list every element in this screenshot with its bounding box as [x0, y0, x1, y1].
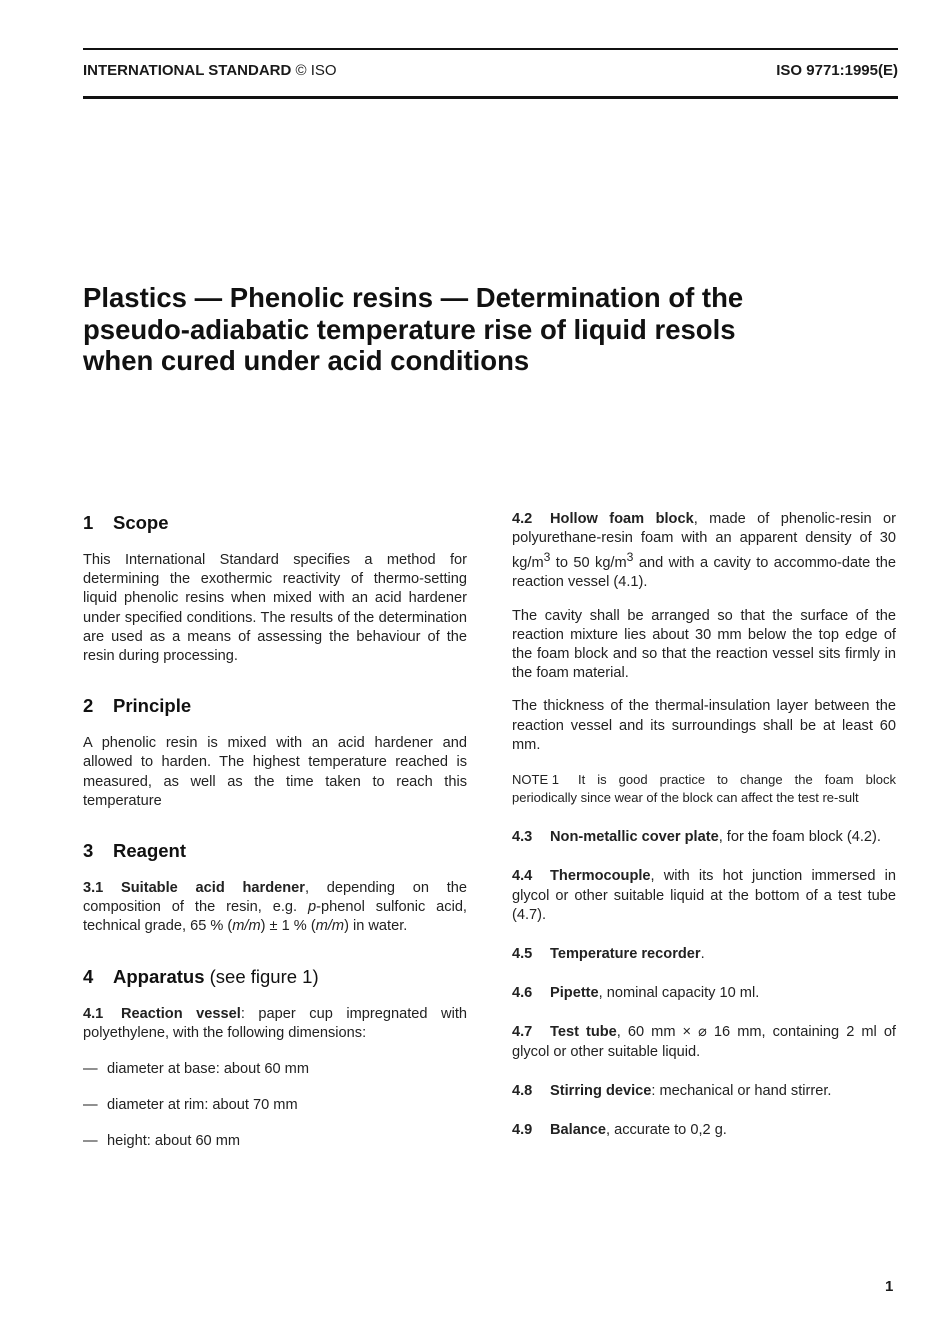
clause-italic: p — [308, 899, 317, 916]
clause-text: : mechanical or hand stirrer. — [651, 1082, 832, 1099]
clause-name: Suitable acid hardener — [121, 880, 305, 897]
clause-number: 3.1 — [83, 880, 104, 897]
clause-number: 4.4 — [512, 868, 533, 885]
note-label: NOTE 1 — [512, 772, 559, 788]
clause-text: : paper cup impregnated with polyethylene, with the following dimensions: — [83, 1005, 467, 1041]
header-left — [83, 62, 337, 79]
page-number: 1 — [885, 1278, 894, 1295]
clause-text: to 50 kg/m — [550, 555, 627, 572]
apparatus-4-1 — [83, 1005, 467, 1043]
header-standard-number: ISO 9771:1995(E) — [776, 62, 898, 79]
list-dash: — — [83, 1133, 98, 1150]
clause-text: ) in water. — [344, 918, 408, 935]
clause-name: Temperature recorder — [550, 945, 701, 962]
clause-text: , accurate to 0,2 g. — [605, 1121, 727, 1138]
list-item-text: height: about 60 mm — [107, 1133, 241, 1150]
clause-text: , nominal capacity 10 ml. — [598, 985, 760, 1002]
superscript: 3 — [543, 550, 551, 565]
note-text: It is good practice to change the foam block periodically since wear of the block can affect the test re-sult — [512, 772, 896, 805]
apparatus-4-5 — [512, 945, 896, 964]
list-item-text: diameter at rim: about 70 mm — [107, 1097, 298, 1114]
note-1 — [512, 771, 896, 806]
clause-text: , 60 mm × ⌀ 16 mm, containing 2 ml of glycol or other suitable liquid. — [512, 1024, 896, 1060]
header-standard-type: INTERNATIONAL STANDARD — [83, 62, 292, 79]
title-line-3: when cured under acid conditions — [83, 345, 530, 376]
clause-name: Pipette — [550, 985, 599, 1002]
section-title: Scope — [113, 512, 169, 533]
section-number: 2 — [83, 695, 94, 717]
clause-name: Non-metallic cover plate — [550, 829, 719, 846]
document-title — [83, 282, 883, 377]
clause-text: . — [700, 945, 705, 962]
scope-paragraph: This International Standard specifies a method for determining the exothermic reactivity of thermo-setting liquid phenolic resins when mixed with an acid hardener under specified conditions. The results of the determination are used as a means of assessing the behaviour of the resin during processing. — [83, 552, 467, 665]
apparatus-4-3 — [512, 828, 896, 847]
clause-name: Hollow foam block — [550, 511, 694, 527]
title-line-1: Plastics — Phenolic resins — Determination of the — [83, 282, 744, 313]
clause-number: 4.5 — [512, 945, 533, 962]
clause-number: 4.2 — [512, 511, 533, 527]
section-title: Apparatus — [113, 965, 205, 987]
apparatus-4-2 — [512, 510, 896, 593]
clause-name: Stirring device — [550, 1082, 652, 1099]
superscript: 3 — [626, 550, 634, 565]
list-item-text: diameter at base: about 60 mm — [107, 1061, 309, 1078]
clause-text: , with its hot junction immersed in glycol or other suitable liquid at the bottom of a test tube (4.7). — [512, 868, 896, 923]
apparatus-4-9 — [512, 1121, 896, 1140]
reagent-3-1 — [83, 879, 467, 937]
clause-number: 4.9 — [512, 1121, 533, 1138]
section-heading-apparatus — [83, 964, 467, 990]
section-title: Principle — [113, 695, 192, 717]
clause-number: 4.1 — [83, 1005, 104, 1022]
clause-name: Thermocouple — [550, 868, 651, 885]
clause-number: 4.7 — [512, 1024, 533, 1041]
running-header — [83, 62, 898, 84]
apparatus-4-8 — [512, 1082, 896, 1101]
clause-text: , depending on the composition of the resin, e.g. — [83, 880, 467, 916]
section-title-suffix: (see figure 1) — [204, 965, 319, 987]
clause-number: 4.8 — [512, 1082, 533, 1099]
principle-paragraph: A phenolic resin is mixed with an acid hardener and allowed to harden. The highest temperature reached is measured, as well as the time taken to reach this temperature — [83, 735, 467, 809]
right-column — [512, 510, 896, 1140]
section-number: 1 — [83, 512, 94, 533]
apparatus-4-6 — [512, 984, 896, 1003]
left-column — [83, 510, 467, 1152]
thickness-paragraph: The thickness of the thermal-insulation layer between the reaction vessel and its surroundings shall be at least 60 mm. — [512, 698, 896, 753]
section-title: Reagent — [113, 840, 186, 862]
section-heading-reagent — [83, 838, 467, 864]
clause-text: -phenol sulfonic acid, technical grade, 65 % ( — [83, 899, 467, 935]
section-number: 4 — [83, 965, 94, 987]
clause-text: ) ± 1 % ( — [260, 918, 316, 935]
clause-number: 4.3 — [512, 829, 533, 846]
apparatus-4-4 — [512, 867, 896, 925]
clause-name: Balance — [550, 1121, 606, 1138]
list-item — [83, 1096, 467, 1115]
clause-text: , made of phenolic-resin or polyurethane-resin foam with an apparent density of 30 kg/m — [512, 511, 896, 572]
clause-italic: m/m — [315, 918, 345, 935]
header-bottom-rule — [83, 96, 898, 99]
clause-italic: m/m — [232, 918, 261, 935]
header-copyright: © ISO — [295, 62, 337, 79]
apparatus-4-7 — [512, 1023, 896, 1061]
title-line-2: pseudo-adiabatic temperature rise of liquid resols — [83, 313, 736, 345]
section-heading-scope — [83, 510, 467, 536]
section-number: 3 — [83, 840, 94, 862]
cavity-paragraph: The cavity shall be arranged so that the surface of the reaction mixture lies about 30 mm below the top edge of the foam block and so that the reaction vessel sits firmly in the foam material. — [512, 607, 896, 682]
list-item — [83, 1132, 467, 1151]
clause-text: , for the foam block (4.2). — [718, 829, 881, 846]
section-heading-principle — [83, 693, 467, 719]
list-dash: — — [83, 1061, 98, 1078]
clause-name: Test tube — [550, 1024, 617, 1041]
clause-name: Reaction vessel — [121, 1005, 241, 1022]
list-item — [83, 1060, 467, 1079]
clause-text: and with a cavity to accommo-date the reaction vessel (4.1). — [512, 555, 896, 591]
clause-number: 4.6 — [512, 985, 533, 1002]
header-top-rule — [83, 48, 898, 50]
list-dash: — — [83, 1097, 98, 1114]
